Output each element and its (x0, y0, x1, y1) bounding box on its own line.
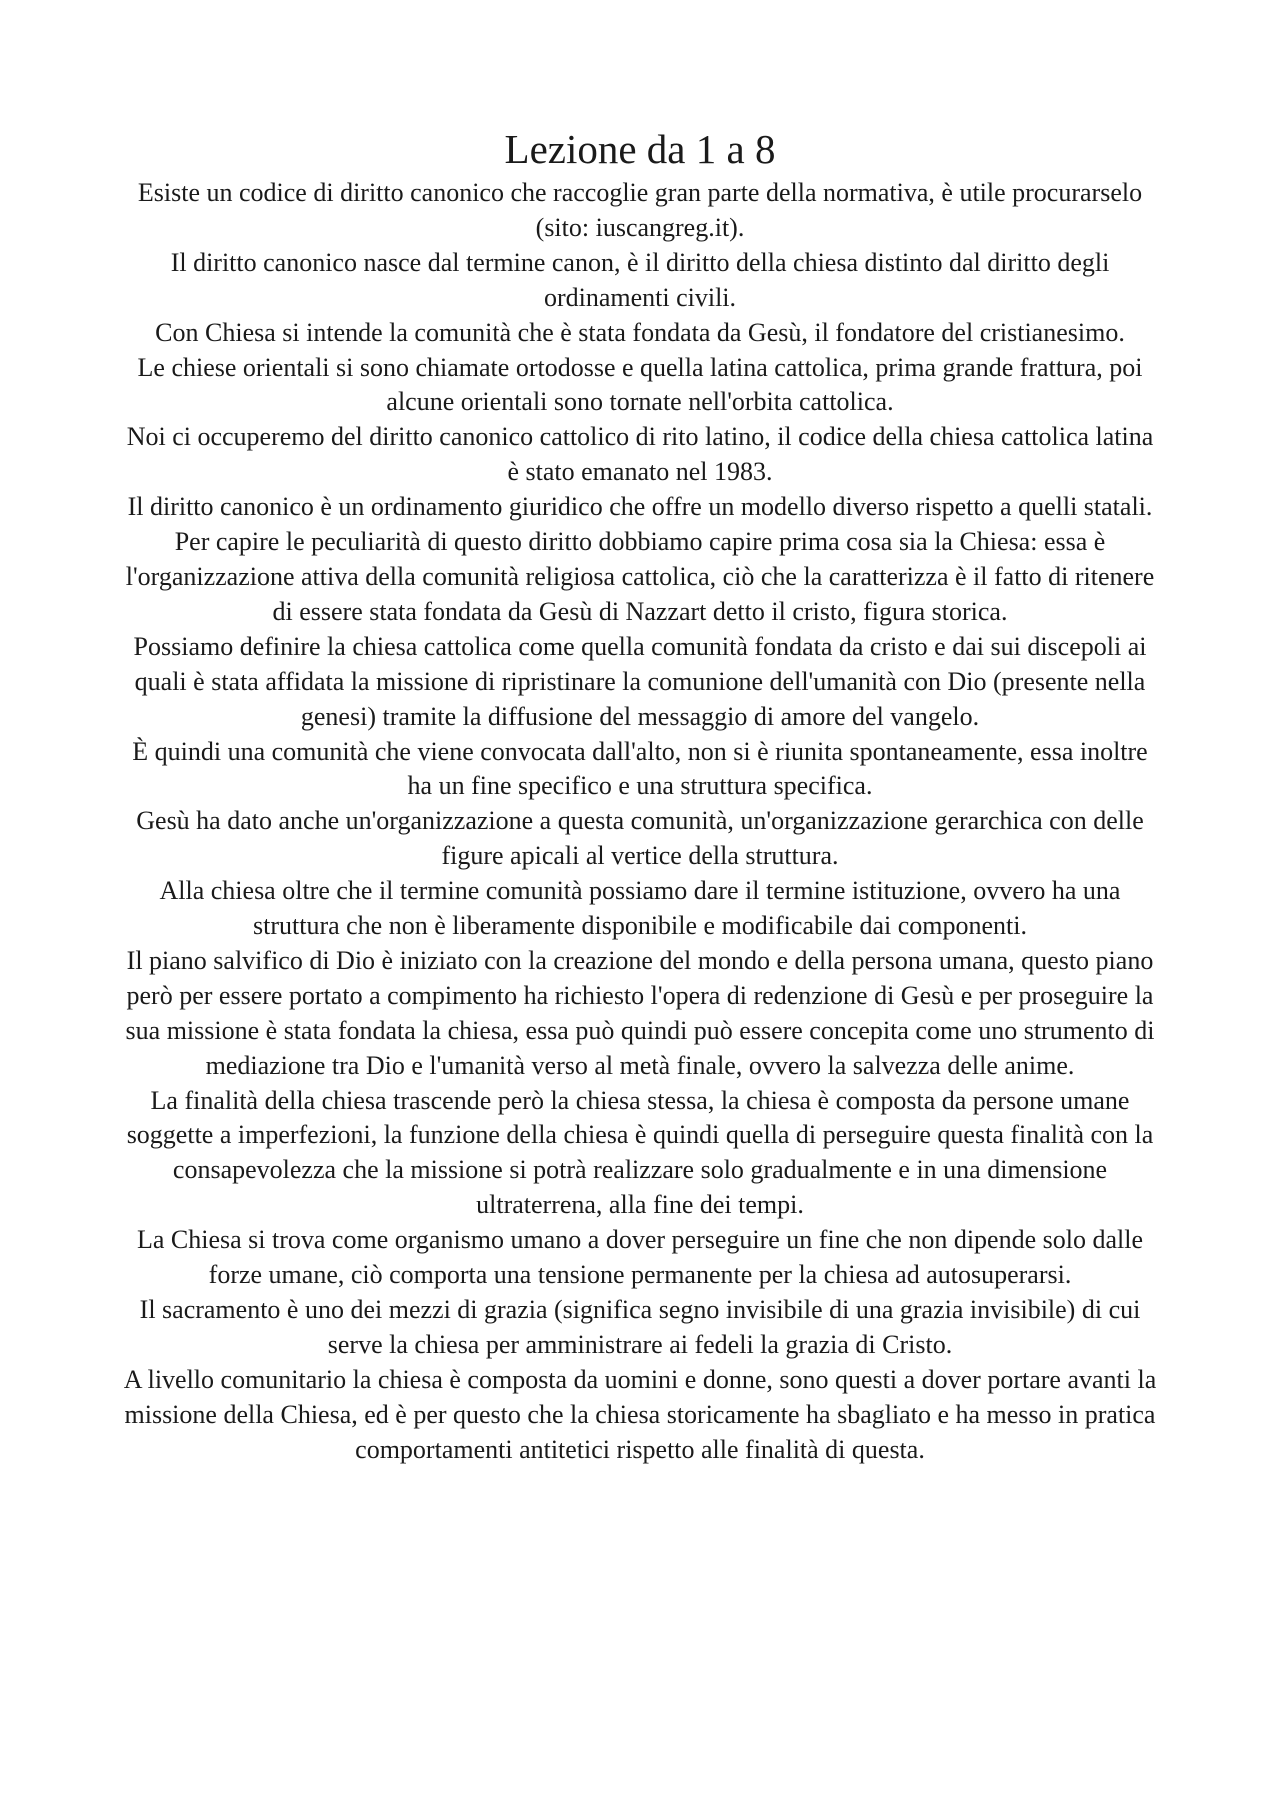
document-title: Lezione da 1 a 8 (504, 126, 776, 172)
paragraph: Gesù ha dato anche un'organizzazione a questa comunità, un'organizzazione gerarchica con delle figure apicali al vertice della struttura. (136, 806, 1144, 871)
paragraph: La Chiesa si trova come organismo umano a dover perseguire un fine che non dipende solo dalle forze umane, ciò comporta una tensione permanente per la chiesa ad autosuperarsi. (136, 1225, 1143, 1290)
paragraph: È quindi una comunità che viene convocata dall'alto, non si è riunita spontaneamente, essa inoltre ha un fine specifico e una struttura specifica. (132, 736, 1148, 801)
paragraph: La finalità della chiesa trascende però la chiesa stessa, la chiesa è composta da persone umane soggette a imperfezioni, la funzione della chiesa è quindi quella di perseguire questa finalità con la consapevolezza che la missione si potrà realizzare solo gradualmente e in una dimensione ultraterrena, alla fine dei tempi. (126, 1085, 1154, 1220)
paragraph: Il diritto canonico nasce dal termine canon, è il diritto della chiesa distinto dal diritto degli ordinamenti civili. (170, 247, 1110, 312)
paragraph: Le chiese orientali si sono chiamate ortodosse e quella latina cattolica, prima grande frattura, poi alcune orientali sono tornate nell'orbita cattolica. (137, 352, 1143, 417)
paragraph: Per capire le peculiarità di questo diritto dobbiamo capire prima cosa sia la Chiesa: essa è l'organizzazione attiva della comunità religiosa cattolica, ciò che la caratterizza è il fatto di ritenere di essere stata fondata da Gesù di Nazzart detto il cristo, figura storica. (125, 527, 1155, 626)
document-body (118, 122, 1162, 1468)
paragraph: Noi ci occuperemo del diritto canonico cattolico di rito latino, il codice della chiesa cattolica latina è stato emanato nel 1983. (126, 422, 1154, 487)
paragraph: Il diritto canonico è un ordinamento giuridico che offre un modello diverso rispetto a quelli statali. (127, 492, 1153, 522)
paragraph: Il piano salvifico di Dio è iniziato con la creazione del mondo e della persona umana, questo piano però per essere portato a compimento ha richiesto l'opera di redenzione di Gesù e per proseguire la sua missione è stata fondata la chiesa, essa può quindi può essere concepita come uno strumento di mediazione tra Dio e l'umanità verso al metà finale, ovvero la salvezza delle anime. (125, 945, 1155, 1080)
paragraph: Esiste un codice di diritto canonico che raccoglie gran parte della normativa, è utile procurarselo (sito: iuscangreg.it). (137, 178, 1143, 242)
paragraph: Il sacramento è uno dei mezzi di grazia (significa segno invisibile di una grazia invisibile) di cui serve la chiesa per amministrare ai fedeli la grazia di Cristo. (139, 1295, 1141, 1359)
paragraph: Con Chiesa si intende la comunità che è stata fondata da Gesù, il fondatore del cristianesimo. (155, 317, 1125, 347)
paragraph: Alla chiesa oltre che il termine comunità possiamo dare il termine istituzione, ovvero ha una struttura che non è liberamente disponibile e modificabile dai componenti. (159, 876, 1121, 941)
paragraph: A livello comunitario la chiesa è composta da uomini e donne, sono questi a dover portare avanti la missione della Chiesa, ed è per questo che la chiesa storicamente ha sbagliato e ha messo in pratica comportamenti antitetici rispetto alle finalità di questa. (123, 1364, 1157, 1464)
paragraph: Possiamo definire la chiesa cattolica come quella comunità fondata da cristo e dai sui discepoli ai quali è stata affidata la missione di ripristinare la comunione dell'umanità con Dio (presente nella genesi) tramite la diffusione del messaggio di amore del vangelo. (133, 631, 1147, 731)
